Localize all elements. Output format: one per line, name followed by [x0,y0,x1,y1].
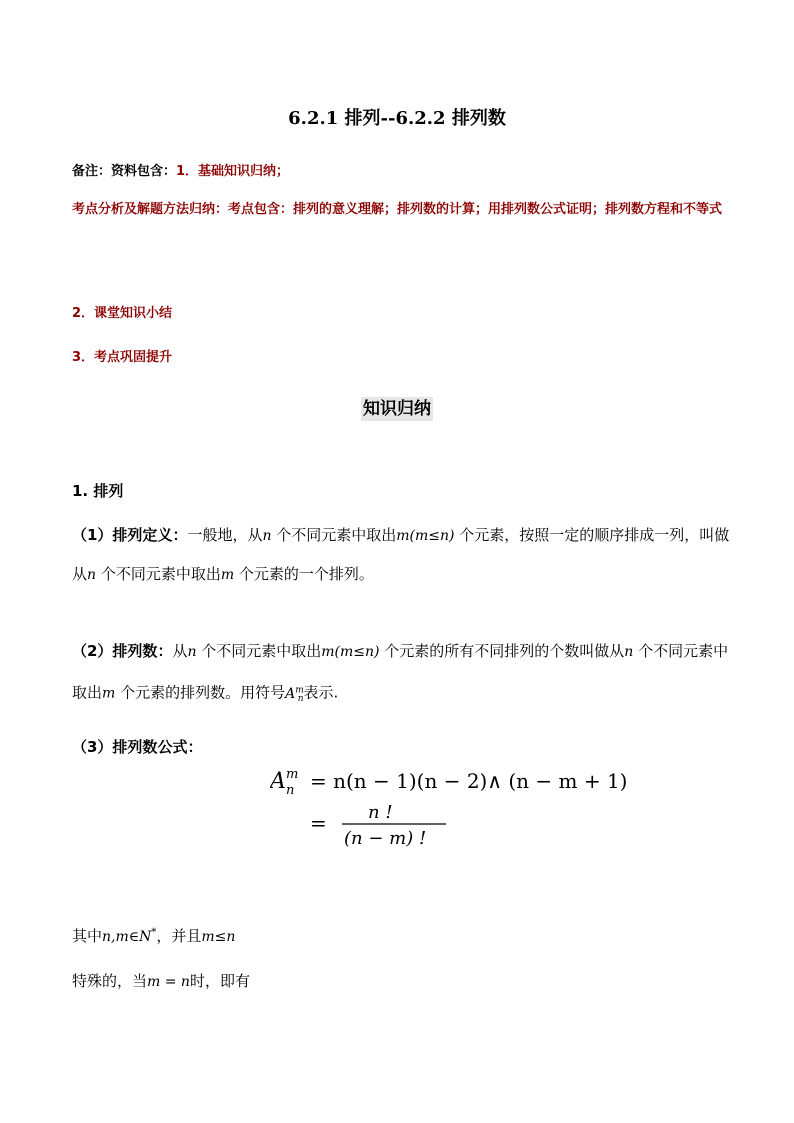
permutation-formula [270,760,690,850]
text: 从 [172,642,188,660]
math-cond: n,m∈N [102,929,152,945]
formula-eq: = [310,811,327,835]
symbol-A: $A^m_n$ [285,685,304,705]
paragraph-condition [72,914,235,956]
text: 个元素的所有不同排列的个数叫做从 [379,642,625,660]
text: 时，即有 [189,972,250,990]
text: 个元素，按照一定的顺序排成一列，叫做从 [72,526,730,583]
math-cond2: m≤n [201,929,236,945]
note-item3: 3．考点巩固提升 [72,350,173,365]
note-item1-desc: 考点分析及解题方法归纳：考点包含：排列的意义理解；排列数的计算；用排列数公式证明；排列数方程和不等式 [72,202,723,217]
text: 个不同元素中取出 [72,642,729,702]
formula-sup: m [286,767,299,782]
text: 个元素的排列数。用符号 [115,683,286,702]
paragraph-definition [72,516,732,594]
definition-label: （1）排列定义： [72,526,188,544]
math-m: m [220,567,235,583]
math-n: n [187,644,197,660]
text: 其中 [72,927,103,945]
text: 个不同元素中取出 [271,526,397,544]
section-title-text: 知识归纳 [363,399,431,419]
section-title [0,394,794,419]
math-m-cond: m(m≤n) [321,644,380,660]
text: 个不同元素中取出 [96,565,221,583]
text: 特殊的，当 [72,972,148,990]
page-title: 6.2.1 排列--6.2.2 排列数 [288,108,506,129]
formula-denominator: (n − m) ! [344,828,427,849]
math-n: n [87,567,97,583]
math-n: n [624,644,634,660]
paragraph-special [72,962,250,1001]
paragraph-permutation-number [72,632,732,718]
note-item1: 1．基础知识归纳； [176,164,290,179]
formula-line1-rhs: = n(n − 1)(n − 2)∧ (n − m + 1) [310,769,628,793]
text: 个不同元素中取出 [196,642,322,660]
math-n: n [262,528,272,544]
text: ，并且 [156,927,202,945]
math-star: * [151,927,157,938]
text: 表示. [303,683,339,702]
math-m: m [102,685,116,702]
formula-lhs: A [270,769,286,794]
note-item2: 2．课堂知识小结 [72,306,173,321]
math-cond: m = n [147,974,190,990]
math-m-cond: m(m≤n) [396,528,455,544]
formula-label: （3）排列数公式： [72,738,203,756]
text: 一般地，从 [187,526,263,544]
text: 个元素的一个排列。 [234,565,374,583]
formula-sub: n [286,783,295,798]
note-prefix: 备注：资料包含： [72,164,177,179]
heading-permutation: 1. 排列 [72,482,124,500]
permutation-number-label: （2）排列数： [72,642,173,660]
note-line [72,160,289,179]
formula-numerator: n ! [368,802,393,823]
